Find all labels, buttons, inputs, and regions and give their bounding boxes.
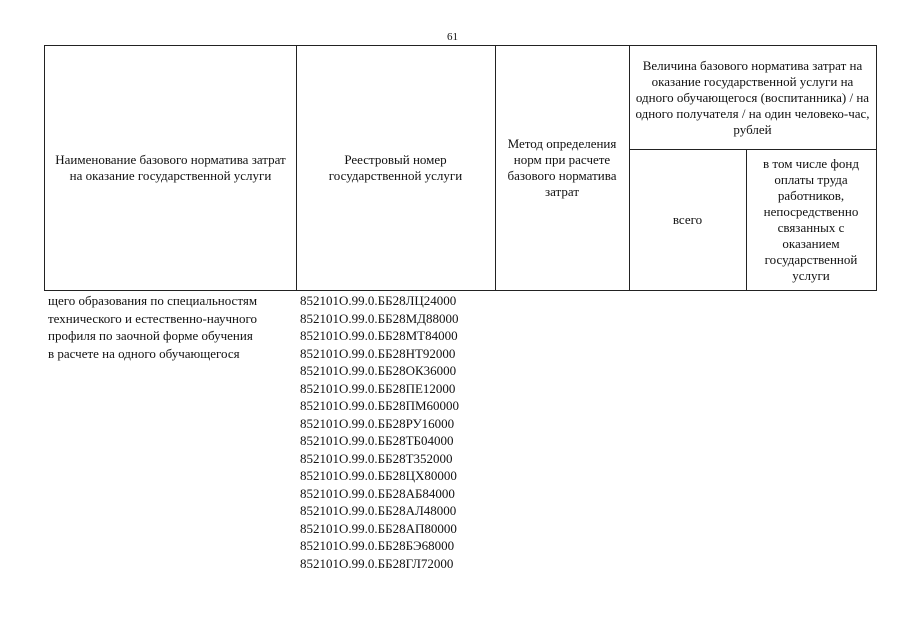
header-value-group-text: Величина базового норматива затрат на оказание государственной услуги на одного обучающегося (воспитанника) / на одного получателя / на один человеко-час, рублей <box>635 57 870 137</box>
registry-code: 852101О.99.0.ББ28ОК36000 <box>300 363 457 378</box>
header-method <box>495 46 629 290</box>
registry-code: 852101О.99.0.ББ28АЛ48000 <box>300 503 457 518</box>
registry-code: 852101О.99.0.ББ28Т352000 <box>300 450 453 466</box>
registry-code: 852101О.99.0.ББ28АП80000 <box>300 520 457 536</box>
service-name-line: в расчете на одного обучающегося <box>48 345 240 361</box>
service-name-line: технического и естественно-научного <box>48 310 257 326</box>
registry-code: 852101О.99.0.ББ28РУ16000 <box>300 415 455 431</box>
registry-codes-cell <box>300 292 500 572</box>
registry-code: 852101О.99.0.ББ28ПЕ12000 <box>300 380 456 396</box>
registry-code: 852101О.99.0.ББ28ТБ04000 <box>300 433 454 448</box>
registry-code: 852101О.99.0.ББ28ГЛ72000 <box>300 555 454 571</box>
page-number: 61 <box>447 31 458 43</box>
header-service-name <box>45 46 296 290</box>
service-name-line: щего образования по специальностям <box>48 293 258 308</box>
header-method-text: Метод определения норм при расчете базового норматива затрат <box>507 136 617 199</box>
registry-code: 852101О.99.0.ББ28АБ84000 <box>300 485 455 501</box>
header-registry-number <box>296 46 495 290</box>
registry-code: 852101О.99.0.ББ28ПМ60000 <box>300 398 460 413</box>
header-registry-number-text: Реестровый номер государственной услуги <box>328 152 463 183</box>
registry-code: 852101О.99.0.ББ28БЭ68000 <box>300 538 455 553</box>
header-table <box>44 45 877 291</box>
header-value-group <box>629 46 876 149</box>
registry-code: 852101О.99.0.ББ28МТ84000 <box>300 328 458 343</box>
header-total <box>629 149 746 290</box>
header-wage-fund-text: в том числе фонд оплаты труда работников, непосредственно связанных с оказанием государственной услуги <box>763 155 859 283</box>
registry-code: 852101О.99.0.ББ28ЦХ80000 <box>300 468 457 483</box>
header-wage-fund <box>746 149 876 290</box>
registry-code: 852101О.99.0.ББ28ЛЦ24000 <box>300 293 457 308</box>
header-total-text: всего <box>672 211 703 227</box>
service-name-line: профиля по заочной форме обучения <box>48 328 253 343</box>
registry-code: 852101О.99.0.ББ28НТ92000 <box>300 345 456 361</box>
registry-code: 852101О.99.0.ББ28МД88000 <box>300 310 459 326</box>
service-name-cell <box>48 292 296 362</box>
header-service-name-text: Наименование базового норматива затрат на оказание государственной услуги <box>55 152 286 183</box>
